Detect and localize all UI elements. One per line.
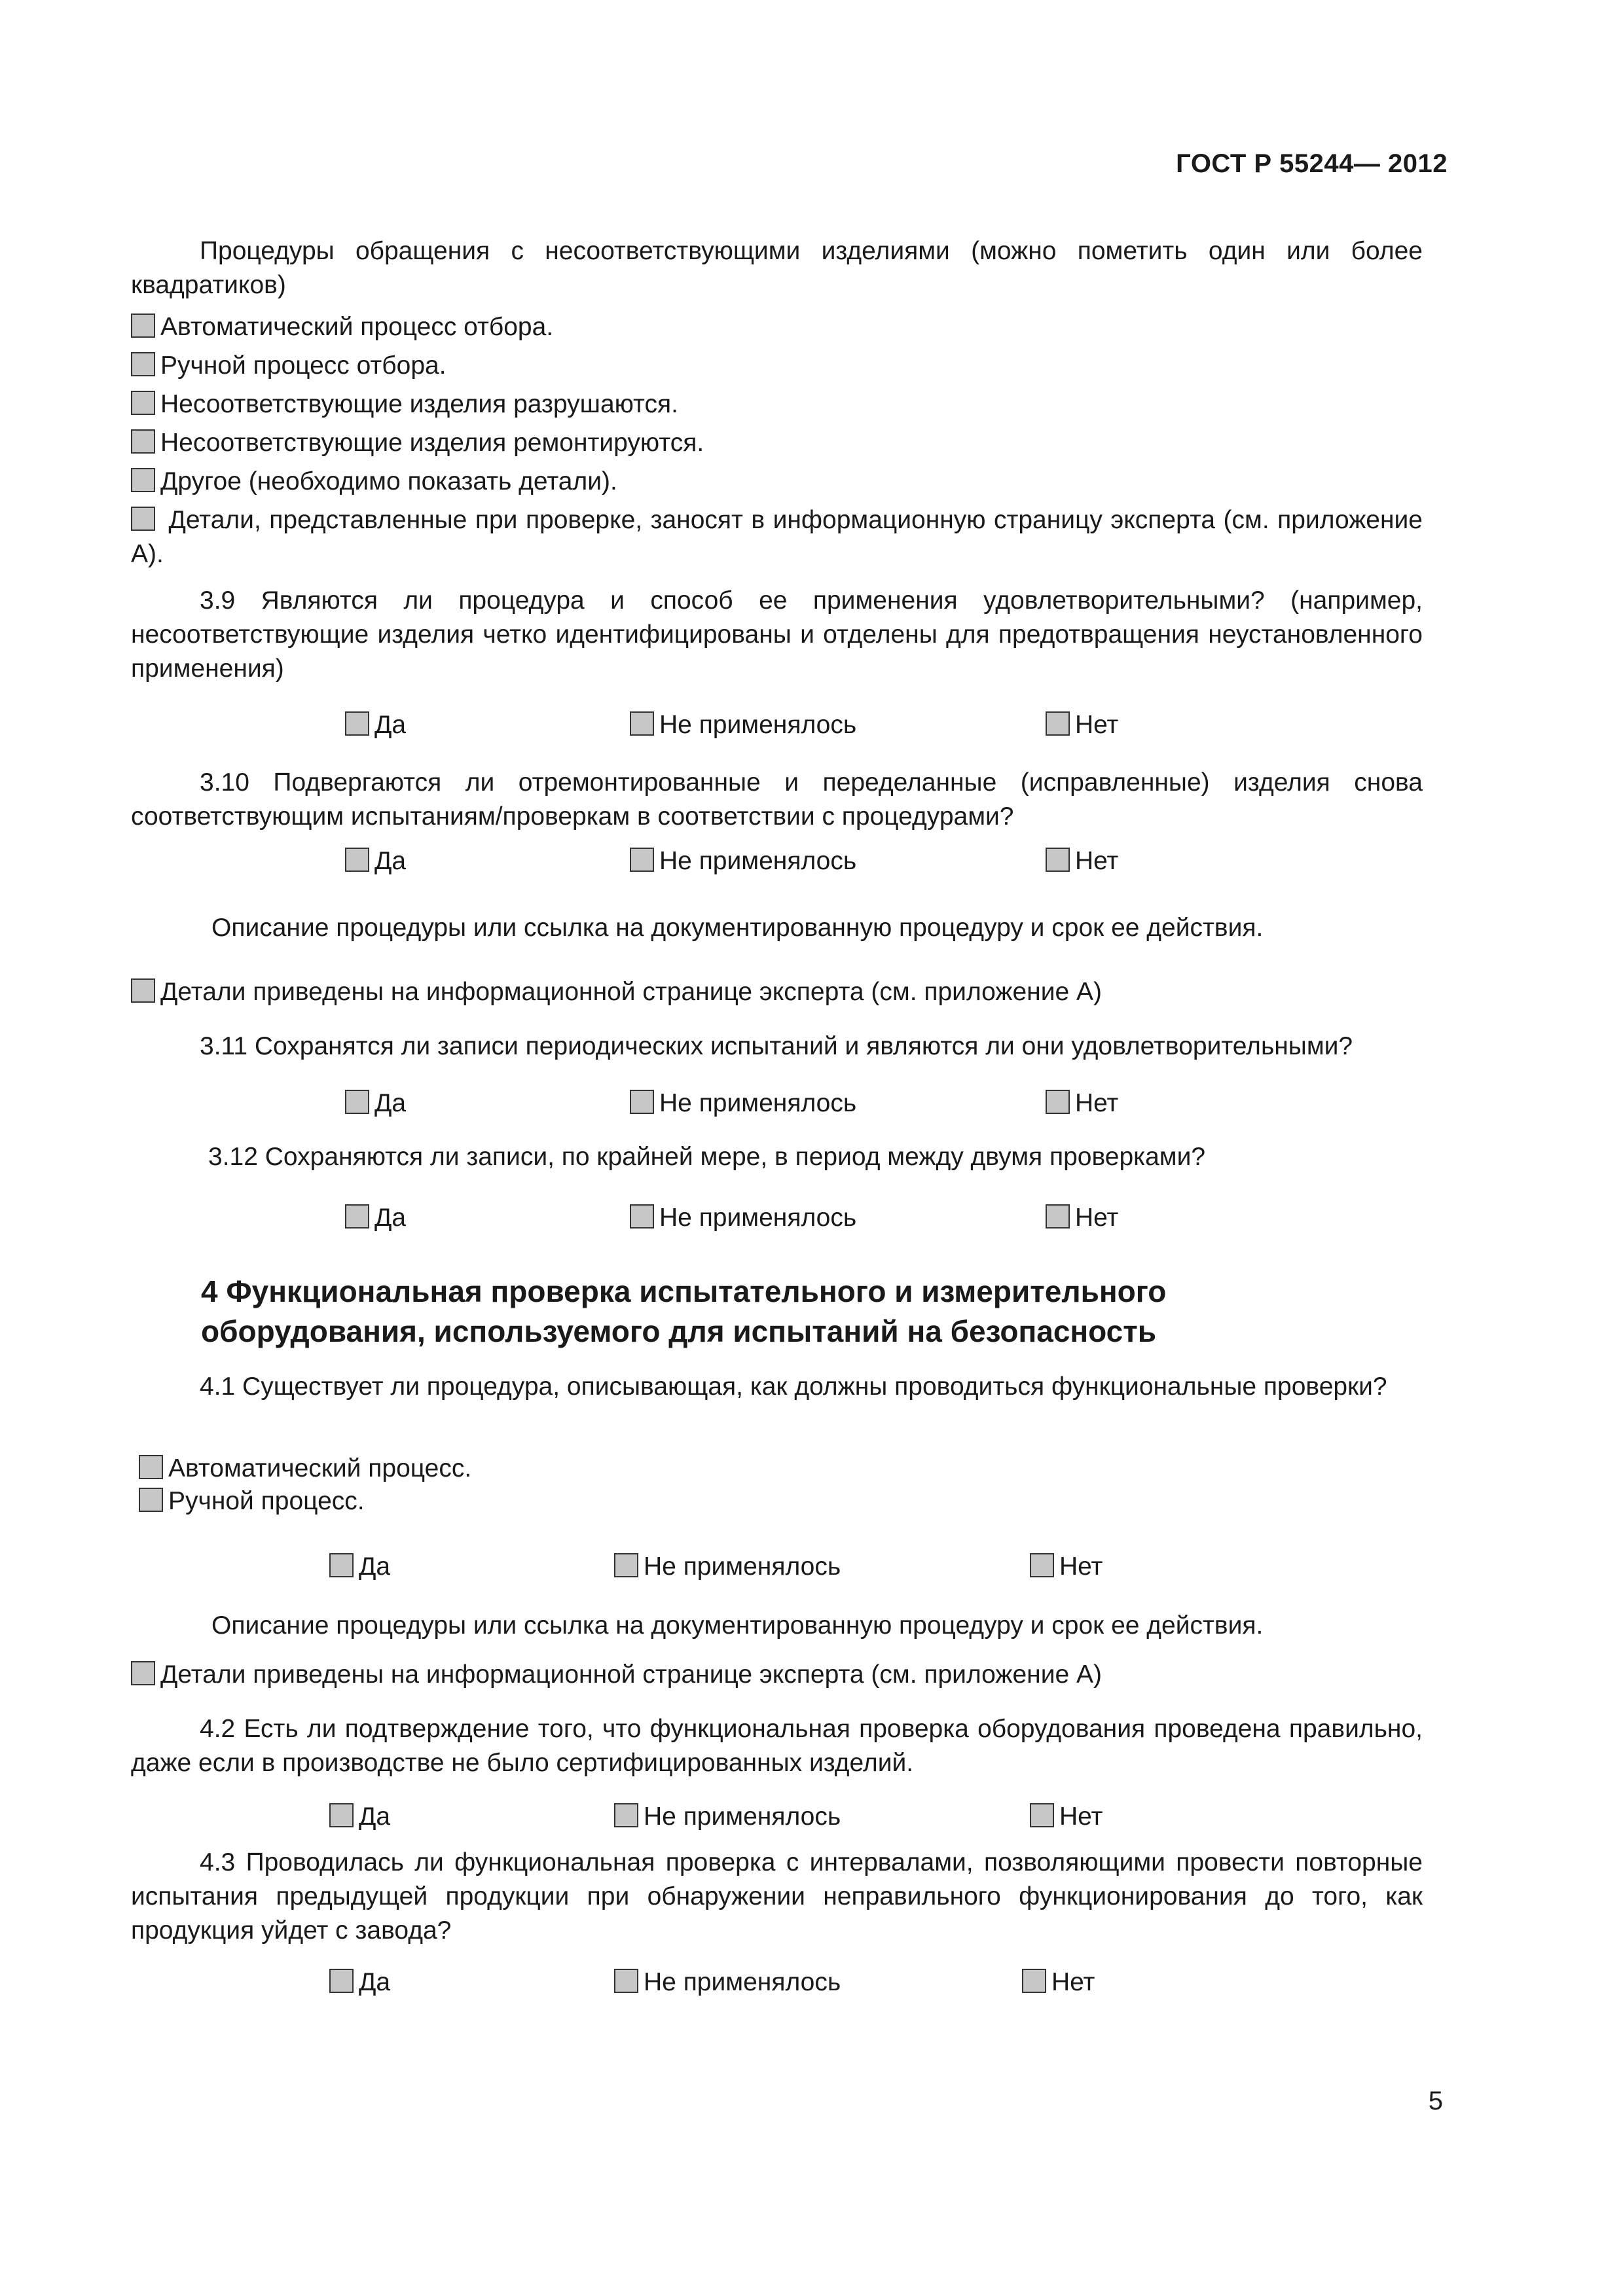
checkbox[interactable] xyxy=(131,429,155,454)
question-4-1: 4.1 Существует ли процедура, описывающая, как должны проводиться функциональные проверки? xyxy=(200,1372,1387,1401)
checkbox[interactable] xyxy=(1046,848,1070,872)
nonconforming-intro: Процедуры обращения с несоответствующими изделиями (можно пометить один или более квадратиков) xyxy=(131,237,1423,299)
q3-11-no[interactable]: Нет xyxy=(1046,1086,1118,1121)
checkbox[interactable] xyxy=(131,314,155,338)
question-3-9: 3.9 Являются ли процедура и способ ее применения удовлетворительными? (например, несоответствующие изделия четко идентифицированы и отделены для предотвращения неустановленного применения) xyxy=(131,586,1423,683)
checkbox[interactable] xyxy=(614,1553,638,1577)
q4-3-yes[interactable]: Да xyxy=(329,1965,390,2000)
checkbox[interactable] xyxy=(131,352,155,376)
section-4-title-line2: оборудования, используемого для испытаний на безопасность xyxy=(201,1314,1157,1348)
q3-12-na[interactable]: Не применялось xyxy=(630,1201,856,1235)
option-repaired[interactable]: Несоответствующие изделия ремонтируются. xyxy=(131,426,704,460)
q3-10-yes[interactable]: Да xyxy=(345,844,406,878)
document-header: ГОСТ Р 55244— 2012 xyxy=(1176,149,1448,178)
checkbox[interactable] xyxy=(1030,1803,1054,1827)
checkbox[interactable] xyxy=(131,1661,155,1685)
q4-2-no[interactable]: Нет xyxy=(1030,1800,1103,1834)
checkbox[interactable] xyxy=(614,1969,638,1993)
checkbox[interactable] xyxy=(329,1553,354,1577)
details-expert-1[interactable]: Детали приведены на информационной странице эксперта (см. приложение А) xyxy=(131,975,1102,1009)
q3-9-no[interactable]: Нет xyxy=(1046,708,1118,742)
question-4-3: 4.3 Проводилась ли функциональная проверка с интервалами, позволяющими провести повторные испытания предыдущей продукции при обнаружении неправильного функционирования до того, как продукция уйдет с завода? xyxy=(131,1848,1423,1945)
option-details-expert[interactable]: Детали, представленные при проверке, заносят в информационную страницу эксперта (см. приложение А). xyxy=(131,506,1423,568)
q4-3-no[interactable]: Нет xyxy=(1022,1965,1095,2000)
procedure-description-2: Описание процедуры или ссылка на документированную процедуру и срок ее действия. xyxy=(211,1611,1264,1640)
checkbox[interactable] xyxy=(345,711,369,736)
checkbox[interactable] xyxy=(1022,1969,1046,1993)
question-4-2: 4.2 Есть ли подтверждение того, что функциональная проверка оборудования проведена правильно, даже если в производстве не было сертифицированных изделий. xyxy=(131,1715,1423,1777)
question-3-11: 3.11 Сохранятся ли записи периодических испытаний и являются ли они удовлетворительными? xyxy=(200,1032,1353,1060)
checkbox[interactable] xyxy=(1046,1204,1070,1229)
q3-11-na[interactable]: Не применялось xyxy=(630,1086,856,1121)
q3-10-na[interactable]: Не применялось xyxy=(630,844,856,878)
checkbox[interactable] xyxy=(131,468,155,492)
procedure-description-1: Описание процедуры или ссылка на документированную процедуру и срок ее действия. xyxy=(211,914,1264,942)
checkbox[interactable] xyxy=(614,1803,638,1827)
checkbox[interactable] xyxy=(1046,1090,1070,1114)
q4-1-na[interactable]: Не применялось xyxy=(614,1550,841,1584)
checkbox[interactable] xyxy=(1046,711,1070,736)
q3-9-yes[interactable]: Да xyxy=(345,708,406,742)
option-auto-selection[interactable]: Автоматический процесс отбора. xyxy=(131,310,553,344)
q4-1-no[interactable]: Нет xyxy=(1030,1550,1103,1584)
q4-2-na[interactable]: Не применялось xyxy=(614,1800,841,1834)
checkbox[interactable] xyxy=(131,507,155,531)
checkbox[interactable] xyxy=(131,978,155,1003)
option-other[interactable]: Другое (необходимо показать детали). xyxy=(131,465,617,499)
q4-3-na[interactable]: Не применялось xyxy=(614,1965,841,2000)
q4-2-yes[interactable]: Да xyxy=(329,1800,390,1834)
checkbox[interactable] xyxy=(345,1204,369,1229)
checkbox[interactable] xyxy=(630,1090,654,1114)
q4-1-yes[interactable]: Да xyxy=(329,1550,390,1584)
checkbox[interactable] xyxy=(139,1488,163,1512)
details-expert-2[interactable]: Детали приведены на информационной странице эксперта (см. приложение А) xyxy=(131,1658,1102,1692)
q3-9-na[interactable]: Не применялось xyxy=(630,708,856,742)
checkbox[interactable] xyxy=(630,711,654,736)
option-destroyed[interactable]: Несоответствующие изделия разрушаются. xyxy=(131,387,678,422)
section-4-title-line1: 4 Функциональная проверка испытательного и измерительного xyxy=(201,1274,1167,1308)
q3-11-yes[interactable]: Да xyxy=(345,1086,406,1121)
page-number: 5 xyxy=(1428,2087,1443,2115)
option-manual-selection[interactable]: Ручной процесс отбора. xyxy=(131,349,447,383)
checkbox[interactable] xyxy=(630,848,654,872)
checkbox[interactable] xyxy=(139,1455,163,1479)
checkbox[interactable] xyxy=(329,1803,354,1827)
question-3-12: 3.12 Сохраняются ли записи, по крайней мере, в период между двумя проверками? xyxy=(208,1143,1206,1171)
q3-10-no[interactable]: Нет xyxy=(1046,844,1118,878)
checkbox[interactable] xyxy=(630,1204,654,1229)
q4-1-option-auto[interactable]: Автоматический процесс. xyxy=(139,1452,471,1486)
checkbox[interactable] xyxy=(131,391,155,415)
checkbox[interactable] xyxy=(345,848,369,872)
checkbox[interactable] xyxy=(345,1090,369,1114)
checkbox[interactable] xyxy=(329,1969,354,1993)
question-3-10: 3.10 Подвергаются ли отремонтированные и переделанные (исправленные) изделия снова соответствующим испытаниям/проверкам в соответствии с процедурами? xyxy=(131,768,1423,831)
checkbox[interactable] xyxy=(1030,1553,1054,1577)
q3-12-no[interactable]: Нет xyxy=(1046,1201,1118,1235)
q3-12-yes[interactable]: Да xyxy=(345,1201,406,1235)
q4-1-option-manual[interactable]: Ручной процесс. xyxy=(139,1484,365,1518)
